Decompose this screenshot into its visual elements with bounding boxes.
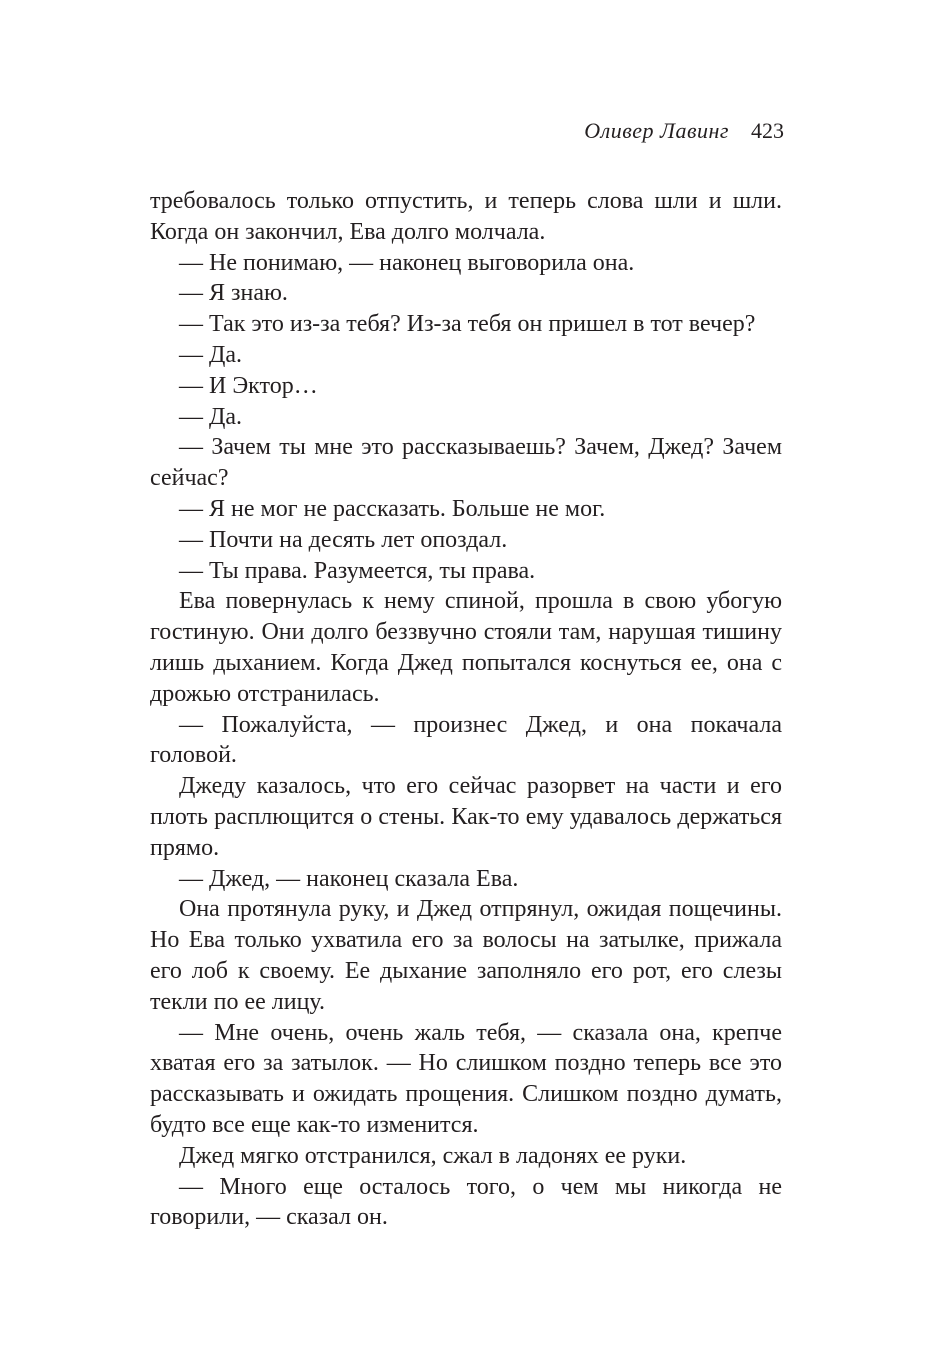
paragraph: Джеду казалось, что его сейчас разорвет на части и его плоть расплющится о стены. Как-то ему удавалось держаться прямо.: [150, 773, 782, 861]
paragraph: — И Эктор…: [179, 372, 318, 399]
running-header-author: Оливер Лавинг: [584, 118, 729, 143]
paragraph: требовалось только отпустить, и теперь слова шли и шли. Когда он закончил, Ева долго молчала.: [150, 188, 782, 245]
paragraph: — Так это из-за тебя? Из-за тебя он пришел в тот вечер?: [179, 311, 756, 338]
paragraph: — Почти на десять лет опоздал.: [179, 526, 508, 553]
paragraph: — Мне очень, очень жаль тебя, — сказала она, крепче хватая его за затылок. — Но слишком поздно теперь все это рассказывать и ожидать прощения. Слишком поздно думать, будто все еще как-то изменится.: [150, 1019, 782, 1138]
paragraph: — Джед, — наконец сказала Ева.: [179, 865, 519, 892]
paragraph: — Я не мог не рассказать. Больше не мог.: [179, 495, 606, 522]
paragraph: Джед мягко отстранился, сжал в ладонях ее руки.: [179, 1142, 687, 1169]
paragraph: — Я знаю.: [179, 280, 288, 307]
paragraph: — Много еще осталось того, о чем мы никогда не говорили, — сказал он.: [150, 1173, 782, 1231]
paragraph: — Да.: [179, 403, 243, 430]
body-text: [150, 186, 782, 1233]
paragraph: — Не понимаю, — наконец выговорила она.: [179, 249, 635, 276]
paragraph: Ева повернулась к нему спиной, прошла в свою убогую гостиную. Они долго беззвучно стояли там, нарушая тишину лишь дыханием. Когда Джед попытался коснуться ее, она с дрожью отстранилась.: [150, 588, 782, 707]
paragraph: Она протянула руку, и Джед отпрянул, ожидая пощечины. Но Ева только ухватила его за волосы на затылке, прижала его лоб к своему. Ее дыхание заполняло его рот, его слезы текли по ее лицу.: [150, 896, 782, 1015]
paragraph: — Ты права. Разумеется, ты права.: [179, 557, 536, 584]
running-header: [150, 116, 784, 146]
paragraph: — Пожалуйста, — произнес Джед, и она покачала головой.: [150, 711, 782, 769]
paragraph: — Зачем ты мне это рассказываешь? Зачем, Джед? Зачем сейчас?: [150, 434, 782, 492]
paragraph: — Да.: [179, 341, 243, 368]
page-number: 423: [751, 118, 784, 143]
